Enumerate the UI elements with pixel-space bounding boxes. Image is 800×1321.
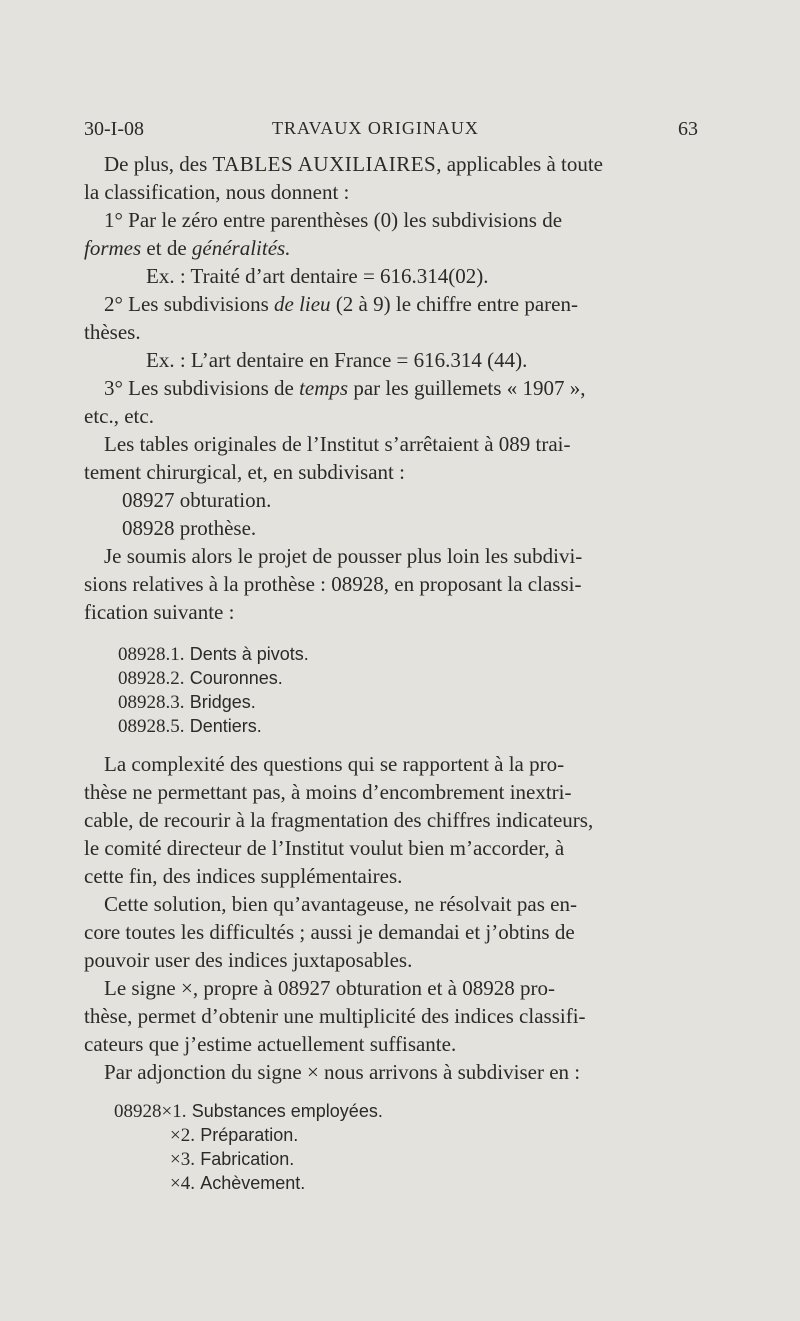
list-code: 08928.3. (118, 692, 185, 713)
text-span: (2 à 9) le chiffre entre paren- (330, 292, 578, 316)
list-label: Fabrication. (200, 1149, 295, 1169)
text-line: Je soumis alors le projet de pousser plus loin les subdivi- (104, 544, 583, 568)
list-code: 08928.2. (118, 668, 185, 689)
list-item (170, 1146, 294, 1171)
text-line: Les tables originales de l’Institut s’arrêtaient à 089 trai- (104, 432, 571, 456)
text-line: thèse, permet d’obtenir une multiplicité des indices classifi- (84, 1004, 586, 1028)
list-label: Couronnes. (189, 668, 283, 688)
text-line: tement chirurgical, et, en subdivisant : (84, 460, 405, 484)
list-item (118, 713, 262, 738)
header-date: 30-I-08 (84, 118, 144, 140)
list-code: ×3. (170, 1149, 195, 1170)
text-line: La complexité des questions qui se rapportent à la pro- (104, 752, 565, 776)
list-label: Préparation. (200, 1125, 299, 1145)
text-line: Ex. : L’art dentaire en France = 616.314 (44). (146, 348, 528, 372)
list-item (114, 1098, 383, 1123)
text-line: cateurs que j’estime actuellement suffisante. (84, 1032, 457, 1056)
text-line: fication suivante : (84, 600, 235, 624)
text-line: sions relatives à la prothèse : 08928, en proposant la classi- (84, 572, 582, 596)
page-number: 63 (678, 118, 698, 140)
list-label: Bridges. (189, 692, 256, 712)
text-span: , applicables à toute (436, 152, 604, 176)
text-span: et de (141, 236, 192, 260)
list-code: 08928×1. (114, 1101, 187, 1122)
text-line: Cette solution, bien qu’avantageuse, ne résolvait pas en- (104, 892, 577, 916)
list-label: Substances employées. (191, 1101, 383, 1121)
text-line: la classification, nous donnent : (84, 180, 350, 204)
text-line (84, 236, 290, 261)
list-code: 08928.5. (118, 716, 185, 737)
list-item (118, 689, 256, 714)
list-item (170, 1170, 305, 1195)
text-span: De plus, des (104, 152, 213, 176)
list-item (118, 641, 309, 666)
text-line: Par adjonction du signe × nous arrivons à subdiviser en : (104, 1060, 581, 1084)
text-line (104, 292, 578, 317)
list-label: Dentiers. (189, 716, 262, 736)
text-line: le comité directeur de l’Institut voulut bien m’accorder, à (84, 836, 565, 860)
text-span: par les guillemets « 1907 », (348, 376, 586, 400)
italic-span: de lieu (274, 292, 331, 316)
text-line: 1° Par le zéro entre parenthèses (0) les subdivisions de (104, 208, 563, 232)
text-line: thèses. (84, 320, 141, 344)
list-label: Achèvement. (200, 1173, 306, 1193)
text-line: 08927 obturation. (122, 488, 272, 512)
list-code: ×2. (170, 1125, 195, 1146)
list-label: Dents à pivots. (189, 644, 309, 664)
list-item (170, 1122, 298, 1147)
text-span: 3° Les subdivisions de (104, 376, 300, 400)
text-line: 08928 prothèse. (122, 516, 257, 540)
text-line (104, 152, 603, 177)
text-line (104, 376, 585, 401)
list-code: 08928.1. (118, 644, 185, 665)
italic-span: généralités. (191, 236, 291, 260)
text-line: Le signe ×, propre à 08927 obturation et à 08928 pro- (104, 976, 555, 1000)
text-line: pouvoir user des indices juxtaposables. (84, 948, 413, 972)
text-line: cable, de recourir à la fragmentation des chiffres indicateurs, (84, 808, 594, 832)
running-header (84, 118, 698, 148)
text-line: cette fin, des indices supplémentaires. (84, 864, 403, 888)
text-line: core toutes les difficultés ; aussi je demandai et j’obtins de (84, 920, 575, 944)
text-line: Ex. : Traité d’art dentaire = 616.314(02). (146, 264, 489, 288)
text-span: 2° Les subdivisions (104, 292, 274, 316)
small-caps-span: TABLES AUXILIAIRES (212, 152, 437, 176)
italic-span: formes (84, 236, 142, 260)
italic-span: temps (299, 376, 349, 400)
text-line: etc., etc. (84, 404, 154, 428)
text-line: thèse ne permettant pas, à moins d’encombrement inextri- (84, 780, 572, 804)
header-title: TRAVAUX ORIGINAUX (272, 118, 479, 138)
list-code: ×4. (170, 1173, 195, 1194)
list-item (118, 665, 283, 690)
